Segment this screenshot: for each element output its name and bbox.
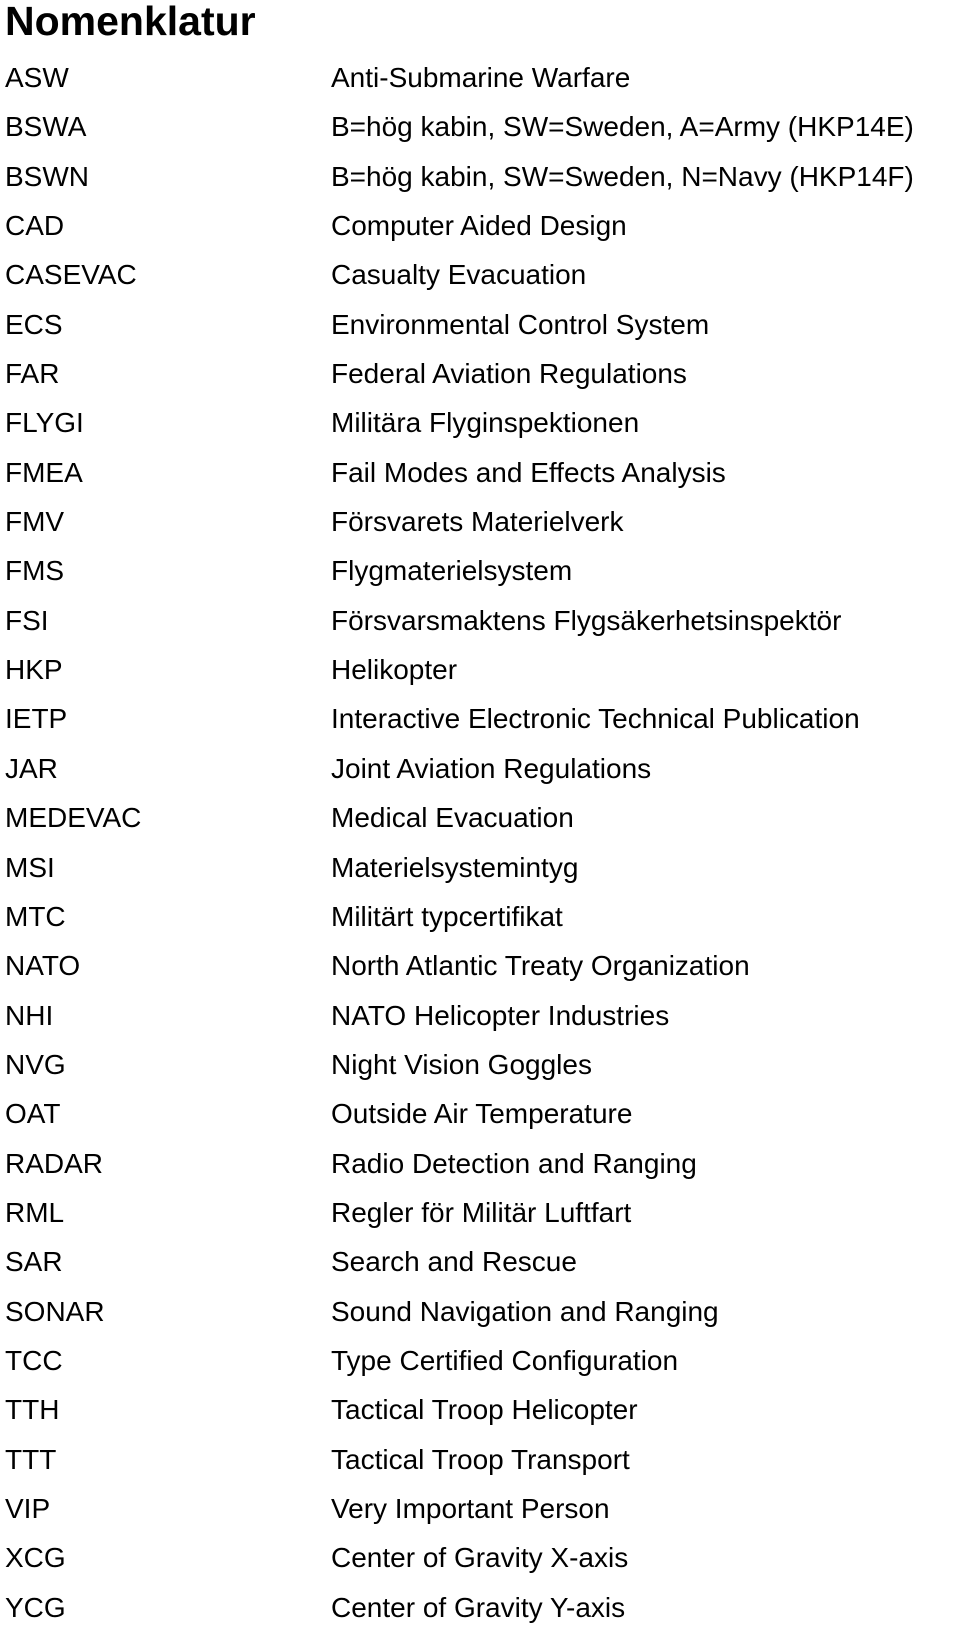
definition: Center of Gravity Y-axis [331,1591,626,1623]
nomenclature-row [0,941,960,990]
nomenclature-row [0,744,960,793]
definition: Tactical Troop Helicopter [331,1394,638,1426]
definition: Militärt typcertifikat [331,900,563,932]
definition: B=hög kabin, SW=Sweden, A=Army (HKP14E) [331,111,914,143]
definition: Night Vision Goggles [331,1048,592,1080]
nomenclature-row [0,497,960,546]
definition: Försvarets Materielverk [331,506,624,538]
definition: Interactive Electronic Technical Publication [331,703,860,735]
nomenclature-row [0,991,960,1040]
abbreviation: MSI [5,851,55,883]
abbreviation: VIP [5,1492,51,1524]
nomenclature-row [0,1435,960,1484]
nomenclature-row [0,300,960,349]
definition: North Atlantic Treaty Organization [331,950,750,982]
definition: Regler för Militär Luftfart [331,1196,632,1228]
abbreviation: CASEVAC [5,259,137,291]
definition: Environmental Control System [331,308,710,340]
nomenclature-row [0,1583,960,1632]
abbreviation: TTH [5,1394,60,1426]
definition: Helikopter [331,654,458,686]
definition: Casualty Evacuation [331,259,587,291]
abbreviation: FMEA [5,456,83,488]
abbreviation: NATO [5,950,81,982]
nomenclature-row [0,349,960,398]
nomenclature-row [0,843,960,892]
nomenclature-list [0,53,960,1632]
abbreviation: TTT [5,1443,57,1475]
definition: Militära Flyginspektionen [331,407,640,439]
abbreviation: FMS [5,555,65,587]
definition: Outside Air Temperature [331,1098,633,1130]
definition: Medical Evacuation [331,802,574,834]
nomenclature-row [0,892,960,941]
abbreviation: SONAR [5,1295,105,1327]
abbreviation: RML [5,1196,65,1228]
abbreviation: ASW [5,62,69,93]
definition: Sound Navigation and Ranging [331,1295,719,1327]
definition: Type Certified Configuration [331,1344,679,1376]
nomenclature-row [0,1287,960,1336]
abbreviation: XCG [5,1542,66,1574]
abbreviation: BSWN [5,160,89,192]
abbreviation: JAR [5,752,58,784]
abbreviation: FAR [5,358,60,390]
nomenclature-row [0,53,960,102]
nomenclature-row [0,1040,960,1089]
abbreviation: ECS [5,308,63,340]
definition: Försvarsmaktens Flygsäkerhetsinspektör [331,604,842,636]
abbreviation: YCG [5,1591,66,1623]
definition: Computer Aided Design [331,210,627,242]
abbreviation: CAD [5,210,65,242]
nomenclature-row [0,546,960,595]
nomenclature-row [0,1484,960,1533]
definition: B=hög kabin, SW=Sweden, N=Navy (HKP14F) [331,160,914,192]
abbreviation: FLYGI [5,407,84,439]
nomenclature-row [0,152,960,201]
definition: Radio Detection and Ranging [331,1147,697,1179]
definition: Center of Gravity X-axis [331,1542,629,1574]
nomenclature-row [0,793,960,842]
nomenclature-row [0,1385,960,1434]
abbreviation: FMV [5,506,65,538]
definition: Very Important Person [331,1492,610,1524]
abbreviation: OAT [5,1098,61,1130]
definition: Fail Modes and Effects Analysis [331,456,726,488]
abbreviation: IETP [5,703,68,735]
nomenclature-row [0,398,960,447]
abbreviation: MTC [5,900,66,932]
definition: Federal Aviation Regulations [331,358,687,390]
abbreviation: TCC [5,1344,63,1376]
definition: Search and Rescue [331,1246,577,1278]
nomenclature-row [0,201,960,250]
nomenclature-row [0,250,960,299]
abbreviation: BSWA [5,111,87,143]
definition: Flygmaterielsystem [331,555,573,587]
nomenclature-row [0,448,960,497]
definition: Tactical Troop Transport [331,1443,630,1475]
nomenclature-row [0,1139,960,1188]
nomenclature-row [0,1336,960,1385]
nomenclature-row [0,102,960,151]
nomenclature-row [0,1089,960,1138]
definition: NATO Helicopter Industries [331,999,670,1031]
abbreviation: MEDEVAC [5,802,142,834]
nomenclature-row [0,1533,960,1582]
nomenclature-row [0,1188,960,1237]
page-title: Nomenklatur [5,0,256,44]
definition: Materielsystemintyg [331,851,579,883]
nomenclature-row [0,694,960,743]
nomenclature-row [0,645,960,694]
abbreviation: RADAR [5,1147,104,1179]
nomenclature-row [0,1237,960,1286]
abbreviation: SAR [5,1246,63,1278]
definition: Anti-Submarine Warfare [331,62,631,93]
definition: Joint Aviation Regulations [331,752,652,784]
nomenclature-row [0,596,960,645]
abbreviation: NHI [5,999,54,1031]
abbreviation: FSI [5,604,49,636]
abbreviation: HKP [5,654,63,686]
abbreviation: NVG [5,1048,66,1080]
